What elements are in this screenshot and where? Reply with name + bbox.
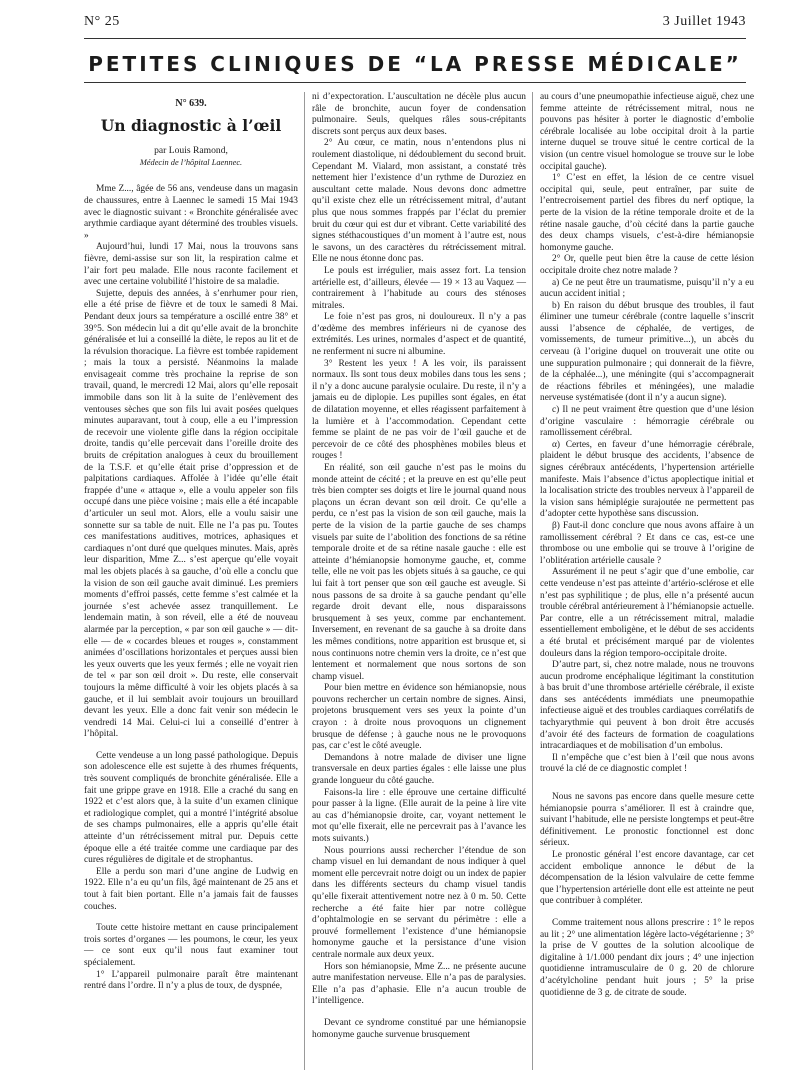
banner-rule bbox=[84, 82, 746, 83]
section-banner: PETITES CLINIQUES DE “LA PRESSE MÉDICALE” bbox=[88, 52, 742, 76]
issue-number: N° 25 bbox=[84, 14, 120, 29]
paragraph: 2° Au cœur, ce matin, nous n’entendons plus ni roulement diastolique, ni dédoublement du second bruit. Cependant M. Vialard, mon assistant, a constaté très nettement hier l’existence d’un rythme de Duroziez en auscultant cette malade. Nous devons donc admettre qu’il existe chez elle un rétrécissement mitral, d’autant plus que nous sommes frappés par l’éclat du premier bruit du cœur qui est dur et vibrant. Cette variabilité des signes stéthacoustiques d’un moment à l’autre est, nous le savons, un des caractères du rétrécissement mitral. Elle ne nous étonne donc pas. bbox=[312, 138, 526, 265]
paragraph: b) En raison du début brusque des troubles, il faut éliminer une tumeur cérébrale (contre laquelle s’inscrit aussi l’absence de céphalée, de vertiges, de vomissements, de tumeur primitive...), un abcès du cerveau (à l’origine duquel on trouverait une otite ou une suppuration pulmonaire ; qui donnerait de la fièvre, de la céphalée...), une méningite (qui s’accompagnerait de réactions fébriles et méningées), une maladie nerveuse systématisée (dont il n’y a aucun signe). bbox=[540, 300, 754, 404]
author-affiliation: Médecin de l’hôpital Laennec. bbox=[139, 157, 243, 167]
paragraph: 3° Restent les yeux ! A les voir, ils paraissent normaux. Ils sont tous deux mobiles dans tous les sens ; il n’y a donc aucune paralysie oculaire. Du reste, il n’y a jamais eu de diplopie. Les pupilles sont égales, en état de dilatation moyenne, et elles réagissent parfaitement à la lumière et à l’accommodation. Cependant cette femme se plaint de ne pas voir de l’œil gauche et de percevoir de ce côté des phosphènes mobiles bleus et rouges ! bbox=[312, 358, 526, 462]
paragraph: a) Ce ne peut être un traumatisme, puisqu’il n’y a eu aucun accident initial ; bbox=[540, 277, 754, 300]
header-rule bbox=[84, 38, 746, 39]
paragraph: Hors son hémianopsie, Mme Z... ne présente aucune autre manifestation nerveuse. Elle n’a pas de paralysies. Elle n’a pas d’aphasie. Elle n’a aucun trouble de l’intelligence. bbox=[312, 961, 526, 1007]
paragraph: Toute cette histoire mettant en cause principalement trois sortes d’organes — les poumons, le cœur, les yeux — ce sont eux qu’il nous faut examiner tout spécialement. bbox=[84, 923, 298, 968]
article-number: N° 639. bbox=[175, 98, 207, 109]
paragraph: 1° C’est en effet, la lésion de ce centre visuel occipital qui, seule, peut entraîner, par suite de l’entrecroisement partiel des fibres du nerf optique, la perte de la vision de la rétine temporale droite et de la rétine nasale gauche, d’où cécité dans la partie gauche des deux champs visuels, c’est-à-dire hémianopsie homonyme gauche. bbox=[540, 173, 754, 253]
paragraph: ni d’expectoration. L’auscultation ne décèle plus aucun râle de bronchite, aucun foyer de condensation pulmonaire. Seuls, quelques râles sous-crépitants discrets sont perçus aux deux bases. bbox=[312, 92, 526, 137]
paragraph: Faisons-la lire : elle éprouve une certaine difficulté pour passer à la ligne. (Elle aurait de la peine à lire vite au cas d’hémianopsie droite, car, voyant nettement le mot qu’elle fixerait, elle ne percevrait pas à l’avance les mots suivants.) bbox=[312, 787, 526, 844]
paragraph: β) Faut-il donc conclure que nous avons affaire à un ramollissement cérébral ? Et dans ce cas, est-ce une thrombose ou une embolie qui se trouve à l’origine de l’oblitération artérielle causale ? bbox=[540, 520, 754, 566]
paragraph: Mme Z..., âgée de 56 ans, vendeuse dans un magasin de chaussures, entre à Laennec le samedi 15 Mai 1943 avec le diagnostic suivant : « Bronchite généralisée avec arythmie cardiaque ayant déterminé des troubles visuels. » bbox=[84, 184, 298, 241]
paragraph: Assurément il ne peut s’agir que d’une embolie, car cette vendeuse n’est pas atteinte d’artério-sclérose et elle n’est pas syphilitique ; de plus, elle n’a présenté aucun trouble cérébral antérieurement à l’hémianopsie actuelle. Par contre, elle a un rétrécissement mitral, maladie essentiellement emboligène, et le début de ses accidents a été brutal et précisément marqué par de violentes douleurs dans la région temporo-occipitale droite. bbox=[540, 567, 754, 659]
column-1 bbox=[84, 92, 298, 993]
paragraph: Le pouls est irrégulier, mais assez fort. La tension artérielle est, d’ailleurs, élevée — 19 × 13 au Vaquez — contrairement à l’habitude au cours des sténoses mitrales. bbox=[312, 265, 526, 311]
paragraph: c) Il ne peut vraiment être question que d’une lésion d’origine vasculaire : hémorragie cérébrale ou ramollissement cérébral. bbox=[540, 405, 754, 439]
paragraph: Cette vendeuse a un long passé pathologique. Depuis son adolescence elle est sujette à des rhumes fréquents, très souvent compliqués de bronchite généralisée. Elle a fait une grippe grave en 1918. Elle a craché du sang en 1922 et c’est alors que, à la suite d’un examen clinique et radiologique complet, qui a montré l’intégrité absolue de ses champs pulmonaires, elle a appris qu’elle était atteinte d’un rétrécissement mitral pur. Depuis cette époque elle a été traitée comme une cardiaque par des cures régulières de digitale et de strophantus. bbox=[84, 750, 298, 866]
paragraph: Elle a perdu son mari d’une angine de Ludwig en 1922. Elle n’a eu qu’un fils, âgé maintenant de 25 ans et tout à fait bien portant. Elle n’a jamais fait de fausses couches. bbox=[84, 866, 298, 912]
paragraph: En réalité, son œil gauche n’est pas le moins du monde atteint de cécité ; et la preuve en est qu’elle peut très bien compter ses doigts et lire le journal quand nous plaçons un écran devant son œil droit. Ce qu’elle a perdu, ce n’est pas la vision de son œil gauche, mais la perte de la vision de la partie gauche de ses champs visuels par suite de l’abolition des fonctions de sa rétine temporale droite et de sa rétine nasale gauche : elle est atteinte d’hémianopsie homonyme gauche, et, comme telle, elle ne voit pas les objets situés à sa gauche, ce qui lui fait à tort penser que son œil gauche est aveugle. Si nous passons de sa droite à sa gauche pendant qu’elle regarde droit devant elle, nous disparaissons brusquement à ses yeux, comme par enchantement. Inversement, en revenant de sa gauche à sa droite dans les mêmes conditions, notre apparition est brusque et, si nous continuons notre chemin vers la droite, ce n’est que lentement et normalement que nous sortons de son champ visuel. bbox=[312, 463, 526, 682]
paragraph: au cours d’une pneumopathie infectieuse aiguë, chez une femme atteinte de rétrécissement mitral, nous ne pouvons pas hésiter à porter le diagnostic d’embolie cérébrale localisée au lobe occipital droit à la partie interne duquel se trouve situé le centre cortical de la vision (un centre visuel homologue se trouve sur le lobe occipital gauche). bbox=[540, 92, 754, 172]
column-3 bbox=[540, 92, 754, 999]
paragraph: Demandons à notre malade de diviser une ligne transversale en deux parties égales : elle laisse une plus grande longueur du côté gauche. bbox=[312, 752, 526, 787]
paragraph: Nous ne savons pas encore dans quelle mesure cette hémianopsie pourra s’améliorer. Il est à craindre que, suivant l’habitude, elle ne persiste longtemps et peut-être définitivement. Le pronostic fonctionnel est donc sérieux. bbox=[540, 792, 754, 849]
paragraph: α) Certes, en faveur d’une hémorragie cérébrale, plaident le début brusque des accidents, l’absence de signes cérébraux antécédents, l’hypertension artérielle manifeste. Mais l’absence d’ictus apoplectique initial et la localisation stricte des troubles nerveux à l’appareil de la vision sans hémiplégie surajoutée ne permettent pas d’adopter cette hypothèse sans discussion. bbox=[540, 439, 754, 520]
column-2 bbox=[312, 92, 526, 1041]
issue-date: 3 Juillet 1943 bbox=[662, 14, 746, 29]
running-header bbox=[84, 14, 746, 34]
paragraph: Le pronostic général l’est encore davantage, car cet accident embolique annonce le début de la décompensation de la lésion valvulaire de cette femme que l’hypertension artérielle dont elle est atteinte ne peut que contribuer à compléter. bbox=[540, 850, 754, 907]
paragraph: Sujette, depuis des années, à s’enrhumer pour rien, elle a été prise de fièvre et de toux le samedi 8 Mai. Pendant deux jours sa température a oscillé entre 38° et 39°5. Son médecin lui a dit qu’elle avait de la bronchite généralisée et lui a conseillé la diète, le repos au lit et de la révulsion thoracique. La fièvre est tombée rapidement ; mais la toux a persisté. Néanmoins la malade envisageait comme très prochaine la reprise de son travail, quand, le mercredi 12 Mai, alors qu’elle reposait immobile dans son lit à la suite de l’enlèvement des ventouses sèches que son fils lui avait posées quelques minutes auparavant, tout à coup, elle a eu l’impression de recevoir une violente gifle dans la région occipitale droite, tandis qu’elle percevait dans l’oreille droite des bruits de crépitation analogues à ceux du brouillement de la T.S.F. et qu’elle était prise d’oppression et de palpitations cardiaques. Affolée à l’idée qu’elle était frappée d’une « attaque », elle a voulu appeler son fils occupé dans une pièce voisine ; mais elle a été incapable d’articuler un seul mot. Alors, elle a voulu saisir une sonnette sur sa table de nuit. Elle ne l’a pas pu. Toutes ces manifestations auditives, motrices, aphasiques et cardiaques n’ont duré que quelques minutes. Mais, après leur disparition, Mme Z... s’est aperçue qu’elle voyait mal les objets placés à sa gauche, d’où elle a conclu que la vision de son œil gauche avait diminué. Les premiers moments d’effroi passés, cette femme s’est calmée et la journée s’est achevée assez tranquillement. Le lendemain matin, à son réveil, elle a été de nouveau alarmée par la perception, « par son œil gauche » — dit-elle — de « cocardes bleues et rouges », constamment animées d’oscillations horizontales et perçues aussi bien les yeux ouverts que les yeux fermés ; elle ne voyait rien de tel « par son œil droit ». Du reste, elle conservait toujours la même difficulté à voir les objets placés à sa gauche, et il lui semblait avoir toujours un brouillard devant les yeux. Elle a donc fait venir son médecin le vendredi 14 Mai. Celui-ci lui a conseillé d’entrer à l’hôpital. bbox=[84, 288, 298, 740]
column-divider bbox=[304, 92, 305, 1070]
paragraph: D’autre part, si, chez notre malade, nous ne trouvons aucun prodrome encéphalique légitimant la constitution à bas bruit d’une thrombose artérielle cérébrale, il existe dans ses antécédents immédiats une pneumopathie infectieuse aiguë et des troubles cardiaques corrélatifs de tachyarythmie qui peuvent à bon droit être accusés d’avoir été des facteurs de formation de coagulations intracardiaques et de mobilisation d’un embolus. bbox=[540, 660, 754, 752]
paragraph: Le foie n’est pas gros, ni douloureux. Il n’y a pas d’œdème des membres inférieurs ni de cyanose des extrémités. Les urines, normales d’aspect et de quantité, ne renferment ni sucre ni albumine. bbox=[312, 312, 526, 358]
paragraph: Pour bien mettre en évidence son hémianopsie, nous pouvons rechercher un certain nombre de signes. Ainsi, projetons brusquement vers ses yeux la pointe d’un crayon : à droite nous provoquons un clignement brusque de défense ; à gauche nous ne le provoquons pas, car c’est le côté aveugle. bbox=[312, 683, 526, 752]
article-title: Un diagnostic à l’œil bbox=[100, 115, 282, 135]
column-divider bbox=[532, 92, 533, 1070]
paragraph: 1° L’appareil pulmonaire paraît être maintenant rentré dans l’ordre. Il n’y a plus de toux, de dyspnée, bbox=[84, 969, 298, 992]
paragraph: Il n’empêche que c’est bien à l’œil que nous avons trouvé la clé de ce diagnostic complet ! bbox=[540, 752, 754, 775]
paragraph: Comme traitement nous allons prescrire : 1° le repos au lit ; 2° une alimentation légère lacto-végétarienne ; 3° la prise de V gouttes de la solution alcoolique de digitaline à 1/1.000 pendant dix jours ; 4° une injection quotidienne intramusculaire de 0 g. 20 de chlorure d’acétylcholine pendant huit jours ; 5° la prise quotidienne de 3 g. de citrate de soude. bbox=[540, 917, 754, 998]
paragraph: Nous pourrions aussi rechercher l’étendue de son champ visuel en lui demandant de nous indiquer à quel moment elle percevrait notre doigt ou un index de papier dans les différents secteurs du champ visuel tandis qu’elle fixerait attentivement notre nez à 0 m. 50. Cette recherche a été faite hier par notre collègue d’ophtalmologie en se servant du périmètre : elle a prouvé formellement l’existence d’une hémianopsie homonyme gauche et la persistance d’une vision centrale normale aux deux yeux. bbox=[312, 845, 526, 960]
paragraph: 2° Or, quelle peut bien être la cause de cette lésion occipitale droite chez notre malade ? bbox=[540, 254, 754, 276]
author-line: par Louis Ramond, bbox=[154, 145, 228, 157]
paragraph: Aujourd’hui, lundi 17 Mai, nous la trouvons sans fièvre, demi-assise sur son lit, la respiration calme et l’air fort peu malade. Elle nous raconte facilement et avec une certaine volubilité l’histoire de sa maladie. bbox=[84, 242, 298, 288]
paragraph: Devant ce syndrome constitué par une hémianopsie homonyme gauche survenue brusquement bbox=[312, 1017, 526, 1040]
